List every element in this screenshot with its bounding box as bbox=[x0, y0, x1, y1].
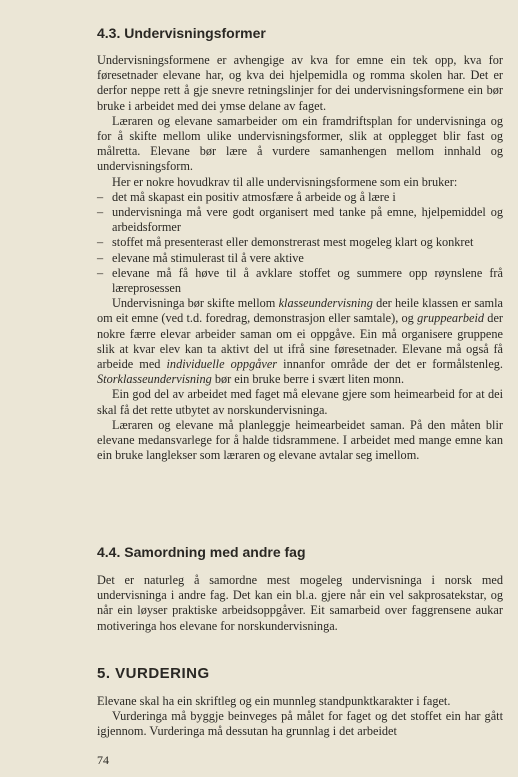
dash-marker: – bbox=[97, 205, 104, 220]
list-item-text: elevane må stimulerast til å vere aktive bbox=[112, 250, 304, 265]
list-item bbox=[97, 251, 503, 266]
requirements-list bbox=[97, 190, 503, 296]
section-heading-5: 5. VURDERING bbox=[97, 665, 210, 682]
paragraph: Undervisningsformene er avhengige av kva for emne ein tek opp, kva for føresetnader elevane har, og kva dei hjelpemidla og romma skolen har. Det er derfor neppe rett å gje snevre retningslinjer for dei undervisningsformene ein bør bruke i arbeidet med dei ymse delane av faget. bbox=[97, 53, 503, 113]
dash-marker: – bbox=[97, 189, 104, 204]
section-4-3-body bbox=[97, 53, 503, 463]
paragraph: Ein god del av arbeidet med faget må elevane gjere som heimearbeid for at dei skal få det rette utbytet av norskundervisninga. bbox=[97, 387, 503, 417]
paragraph: Her er nokre hovudkrav til alle undervisningsformene som ein bruker: bbox=[112, 174, 458, 189]
list-item-text: elevane må få høve til å avklare stoffet og summere opp røynslene frå læreprosessen bbox=[112, 265, 503, 296]
list-item bbox=[97, 190, 503, 205]
list-item-text: det må skapast ein positiv atmosfære å arbeide og å lære i bbox=[112, 189, 396, 204]
section-4-4-body bbox=[97, 573, 503, 634]
paragraph: Læraren og elevane må planleggje heimearbeidet saman. På den måten blir elevane medansvarlege for å halde tidsrammene. I arbeidet med mange emne kan ein bruke langlekser som læraren og elevane avtalar seg imellom. bbox=[97, 417, 503, 463]
dash-marker: – bbox=[97, 250, 104, 265]
paragraph: Vurderinga må byggje beinveges på målet for faget og det stoffet ein har gått igjennom. Vurderinga må dessutan ha grunnlag i det arbeidet bbox=[97, 709, 503, 739]
text-run: der nokre færre elevar arbeider saman om ei oppgåve. Ein må organisere gruppene slik at kvar elev kan ta aktivt del ut ifrå sine føresetnader. Elevane må også få arbeide med bbox=[97, 311, 504, 372]
emphasis-term: gruppearbeid bbox=[417, 311, 485, 326]
paragraph: Elevane skal ha ein skriftleg og ein munnleg standpunktkarakter i faget. bbox=[97, 694, 451, 708]
emphasis-term: individuelle oppgåver bbox=[166, 357, 278, 372]
text-run: innanfor område der det er formålstenleg. bbox=[277, 357, 503, 372]
dash-marker: – bbox=[97, 235, 104, 250]
page-number: 74 bbox=[97, 753, 109, 767]
list-item bbox=[97, 266, 503, 296]
text-run: Undervisninga bør skifte mellom bbox=[112, 296, 279, 311]
text-run: der heile klassen er samla om eit emne (ved t.d. foredrag, demonstrasjon eller samtale), og bbox=[97, 296, 503, 326]
list-item-text: stoffet må presenterast eller demonstrerast mest mogeleg klart og konkret bbox=[112, 235, 474, 250]
paragraph: Det er naturleg å samordne mest mogeleg undervisninga i norsk med undervisninga i andre fag. Det kan ein bl.a. gjere når ein vel sakprosatekstar, og når ein løyser praktiske arbeidsoppgåver. Eit samarbeid over faggrensene aukar motiveringa hos elevane for norskundervisninga. bbox=[97, 573, 503, 633]
emphasis-term: klasseundervisning bbox=[278, 296, 373, 311]
section-heading-4-3: 4.3. Undervisningsformer bbox=[97, 25, 266, 41]
dash-marker: – bbox=[97, 265, 104, 280]
section-heading-4-4: 4.4. Samordning med andre fag bbox=[97, 544, 306, 560]
list-item bbox=[97, 235, 503, 250]
paragraph-teaching-forms bbox=[97, 296, 503, 387]
list-item-text: undervisninga må vere godt organisert med tanke på emne, hjelpemiddel og arbeidsformer bbox=[112, 205, 503, 235]
emphasis-term: Storklasseundervisning bbox=[97, 372, 212, 387]
list-item bbox=[97, 205, 503, 235]
section-5-body bbox=[97, 694, 503, 740]
paragraph: Læraren og elevane samarbeider om ein framdriftsplan for undervisninga og for å skifte mellom ulike undervisningsformer, slik at opplegget blir fast og målretta. Elevane bør lære å vurdere samanhengen mellom innhald og undervisningsform. bbox=[97, 113, 503, 174]
text-run: bør ein bruke berre i svært liten monn. bbox=[211, 372, 405, 387]
